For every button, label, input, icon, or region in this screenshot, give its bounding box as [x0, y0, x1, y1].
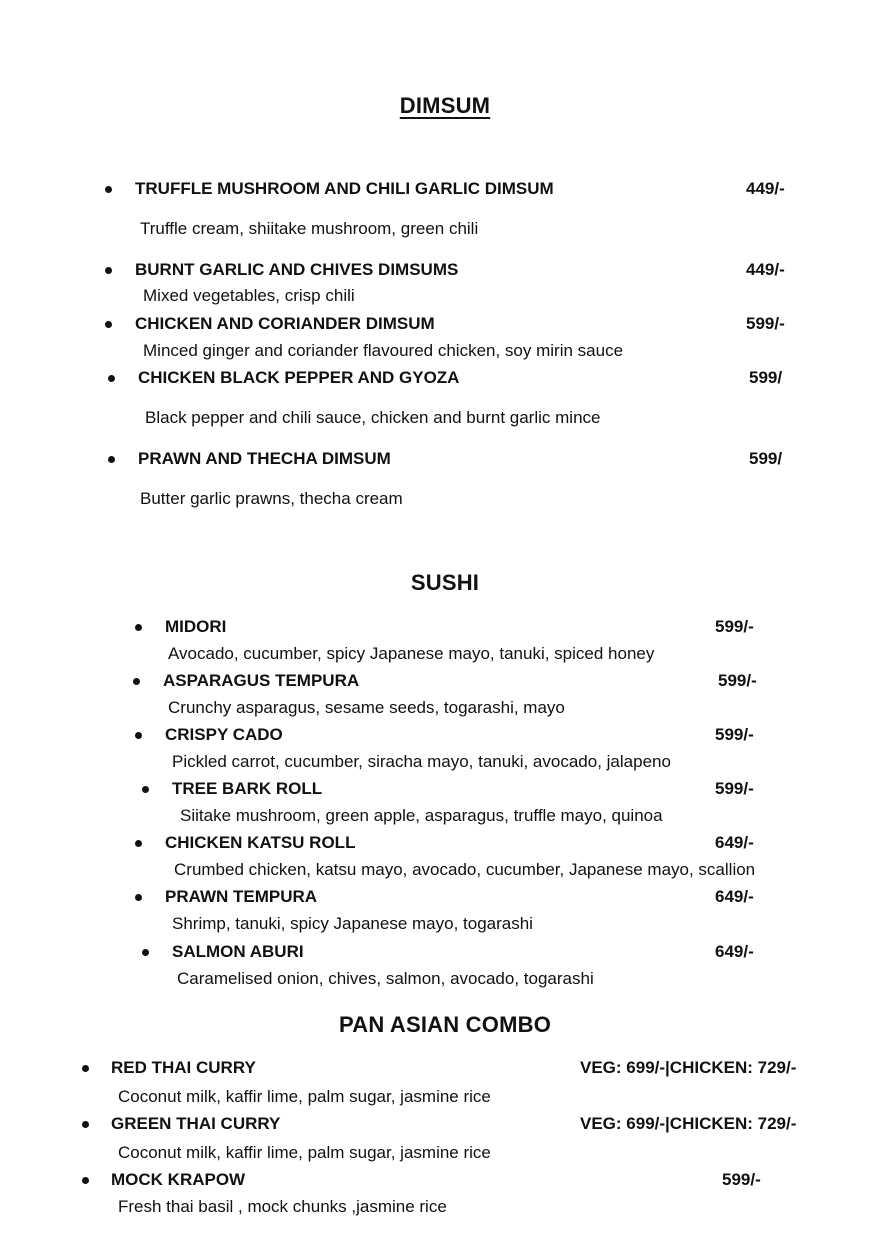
- sushi-item-name: TREE BARK ROLL: [172, 779, 323, 798]
- sushi-item-description: Siitake mushroom, green apple, asparagus, truffle mayo, quinoa: [180, 806, 663, 825]
- dimsum-item-price: 599/: [749, 449, 783, 468]
- bullet-icon: [135, 732, 142, 739]
- bullet-icon: [135, 624, 142, 631]
- combo-item-price: VEG: 699/-|CHICKEN: 729/-: [580, 1114, 797, 1133]
- combo-section-title: PAN ASIAN COMBO: [339, 1012, 551, 1037]
- sushi-item-description: Crumbed chicken, katsu mayo, avocado, cucumber, Japanese mayo, scallion: [174, 860, 756, 879]
- sushi-item-description: Crunchy asparagus, sesame seeds, togarashi, mayo: [168, 698, 565, 717]
- dimsum-item-price: 449/-: [746, 260, 785, 279]
- sushi-item-name: SALMON ABURI: [172, 942, 304, 961]
- combo-item-name: RED THAI CURRY: [111, 1058, 256, 1077]
- sushi-item-price: 599/-: [715, 779, 754, 798]
- sushi-item-name: PRAWN TEMPURA: [165, 887, 318, 906]
- dimsum-item-description: Butter garlic prawns, thecha cream: [140, 489, 403, 508]
- sushi-item-name: ASPARAGUS TEMPURA: [163, 671, 360, 690]
- combo-item-price: VEG: 699/-|CHICKEN: 729/-: [580, 1058, 797, 1077]
- dimsum-item-description: Mixed vegetables, crisp chili: [143, 286, 355, 305]
- sushi-item-price: 599/-: [715, 617, 754, 636]
- sushi-item-price: 649/-: [715, 887, 754, 906]
- sushi-item-price: 599/-: [715, 725, 754, 744]
- sushi-item-price: 649/-: [715, 942, 754, 961]
- dimsum-section-title: DIMSUM: [399, 93, 491, 118]
- dimsum-item-name: CHICKEN BLACK PEPPER AND GYOZA: [138, 368, 460, 387]
- dimsum-item-price: 449/-: [746, 179, 785, 198]
- bullet-icon: [105, 186, 112, 193]
- bullet-icon: [142, 949, 149, 956]
- dimsum-item-name: PRAWN AND THECHA DIMSUM: [138, 449, 391, 468]
- dimsum-item-description: Black pepper and chili sauce, chicken and burnt garlic mince: [145, 408, 601, 427]
- bullet-icon: [82, 1177, 89, 1184]
- bullet-icon: [82, 1121, 89, 1128]
- dimsum-item-name: CHICKEN AND CORIANDER DIMSUM: [135, 314, 435, 333]
- bullet-icon: [142, 786, 149, 793]
- sushi-item-description: Shrimp, tanuki, spicy Japanese mayo, togarashi: [172, 914, 533, 933]
- sushi-section-title: SUSHI: [410, 570, 480, 595]
- sushi-item-description: Avocado, cucumber, spicy Japanese mayo, tanuki, spiced honey: [168, 644, 655, 663]
- sushi-item-description: Caramelised onion, chives, salmon, avocado, togarashi: [177, 969, 594, 988]
- bullet-icon: [105, 267, 112, 274]
- sushi-item-name: CHICKEN KATSU ROLL: [165, 833, 356, 852]
- dimsum-item-price: 599/: [749, 368, 783, 387]
- bullet-icon: [135, 894, 142, 901]
- bullet-icon: [105, 321, 112, 328]
- combo-item-name: GREEN THAI CURRY: [111, 1114, 281, 1133]
- sushi-item-description: Pickled carrot, cucumber, siracha mayo, tanuki, avocado, jalapeno: [172, 752, 671, 771]
- combo-item-name: MOCK KRAPOW: [111, 1170, 246, 1189]
- sushi-item-name: CRISPY CADO: [165, 725, 283, 744]
- dimsum-item-name: TRUFFLE MUSHROOM AND CHILI GARLIC DIMSUM: [135, 179, 554, 198]
- bullet-icon: [108, 375, 115, 382]
- dimsum-item-name: BURNT GARLIC AND CHIVES DIMSUMS: [135, 260, 459, 279]
- sushi-item-name: MIDORI: [165, 617, 227, 636]
- sushi-item-price: 599/-: [718, 671, 757, 690]
- combo-item-description: Coconut milk, kaffir lime, palm sugar, jasmine rice: [118, 1143, 491, 1162]
- combo-item-price: 599/-: [722, 1170, 761, 1189]
- dimsum-item-description: Truffle cream, shiitake mushroom, green chili: [140, 219, 479, 238]
- dimsum-item-description: Minced ginger and coriander flavoured chicken, soy mirin sauce: [143, 341, 624, 360]
- combo-item-description: Coconut milk, kaffir lime, palm sugar, jasmine rice: [118, 1087, 491, 1106]
- bullet-icon: [82, 1065, 89, 1072]
- bullet-icon: [108, 456, 115, 463]
- bullet-icon: [133, 678, 140, 685]
- dimsum-item-price: 599/-: [746, 314, 785, 333]
- sushi-item-price: 649/-: [715, 833, 754, 852]
- bullet-icon: [135, 840, 142, 847]
- combo-item-description: Fresh thai basil , mock chunks ,jasmine rice: [118, 1197, 447, 1216]
